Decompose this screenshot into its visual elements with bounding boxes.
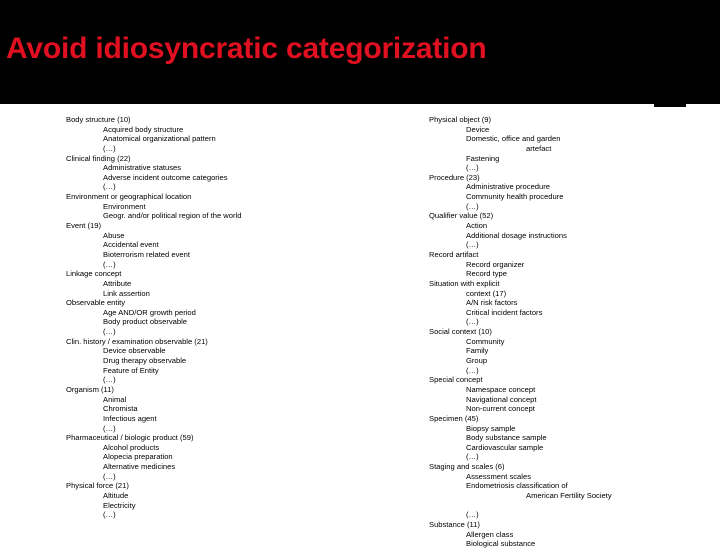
category-item: Geogr. and/or political region of the world <box>103 211 242 221</box>
category-item: (…) <box>466 452 479 462</box>
category-heading: Procedure (23) <box>429 172 480 182</box>
category-item: Allergen class <box>466 529 514 539</box>
category-heading: Special concept <box>429 375 483 385</box>
category-heading: Environment or geographical location <box>66 192 192 202</box>
decorative-dash <box>654 104 686 107</box>
category-item: Community health procedure <box>466 192 564 202</box>
category-heading: Organism (11) <box>66 384 114 394</box>
category-item: Body product observable <box>103 317 188 327</box>
category-item: Altitude <box>103 490 129 500</box>
category-item: context (17) <box>466 288 507 298</box>
category-item: Biological substance <box>466 539 536 549</box>
category-item: Additional dosage instructions <box>466 230 567 240</box>
category-item: (…) <box>466 163 479 173</box>
category-item: Device <box>466 124 490 134</box>
category-heading: Physical force (21) <box>66 481 129 491</box>
category-item: artefact <box>526 143 552 153</box>
category-item: Record organizer <box>466 259 525 269</box>
category-heading: Clin. history / examination observable (21) <box>66 336 208 346</box>
category-item: Family <box>466 346 489 356</box>
category-item: Record type <box>466 269 507 279</box>
category-item: (…) <box>466 201 479 211</box>
right-category-list <box>429 115 719 549</box>
category-item: Endometriosis classification of <box>466 481 568 491</box>
category-item: (…) <box>103 182 116 192</box>
category-item: Bioterrorism related event <box>103 249 190 259</box>
category-heading: Clinical finding (22) <box>66 153 131 163</box>
category-item: Group <box>466 356 488 366</box>
category-item: Electricity <box>103 500 136 510</box>
category-item: (…) <box>466 240 479 250</box>
category-item <box>429 501 719 511</box>
category-item: Anatomical organizational pattern <box>103 134 216 144</box>
category-item: Navigational concept <box>466 394 537 404</box>
category-item: Namespace concept <box>466 384 536 394</box>
category-item: Feature of Entity <box>103 365 159 375</box>
category-item: Acquired body structure <box>103 124 184 134</box>
category-heading: Substance (11) <box>429 519 480 529</box>
category-item: Domestic, office and garden <box>466 134 561 144</box>
category-item: (…) <box>103 471 116 481</box>
category-item: Body substance sample <box>466 433 547 443</box>
category-item: (…) <box>466 365 479 375</box>
category-item: American Fertility Society <box>526 490 612 500</box>
category-item: Adverse incident outcome categories <box>103 172 228 182</box>
category-item: Abuse <box>103 230 125 240</box>
category-item: Environment <box>103 201 146 211</box>
category-heading: Record artifact <box>429 249 479 259</box>
category-item: (…) <box>103 259 116 269</box>
category-item: Infectious agent <box>103 413 157 423</box>
category-heading: Staging and scales (6) <box>429 462 505 472</box>
category-item: Alcohol products <box>103 442 160 452</box>
category-heading: Pharmaceutical / biologic product (59) <box>66 433 194 443</box>
category-item: Alopecia preparation <box>103 452 173 462</box>
slide-header <box>0 0 720 104</box>
category-item: Link assertion <box>103 288 150 298</box>
category-heading: Qualifier value (52) <box>429 211 494 221</box>
category-heading: Event (19) <box>66 221 102 231</box>
category-item: Chromista <box>103 404 138 414</box>
category-item: (…) <box>466 317 479 327</box>
category-item: (…) <box>103 375 116 385</box>
slide-title: Avoid idiosyncratic categorization <box>6 32 487 65</box>
category-heading: Linkage concept <box>66 269 122 279</box>
category-item: Cardiovascular sample <box>466 442 544 452</box>
category-item: Administrative statuses <box>103 163 182 173</box>
category-item: (…) <box>103 327 116 337</box>
category-item: (…) <box>466 510 479 520</box>
category-item: Administrative procedure <box>466 182 550 192</box>
category-item: Assessment scales <box>466 471 531 481</box>
category-item: Fastening <box>466 153 500 163</box>
category-heading: Observable entity <box>66 298 126 308</box>
category-item: (…) <box>103 143 116 153</box>
category-item: Community <box>466 336 505 346</box>
category-item: Action <box>466 221 488 231</box>
category-item: Drug therapy observable <box>103 356 187 366</box>
category-item: (…) <box>103 423 116 433</box>
category-item: (…) <box>103 510 116 520</box>
category-item: Accidental event <box>103 240 159 250</box>
category-item: Device observable <box>103 346 166 356</box>
category-heading: Situation with explicit <box>429 278 500 288</box>
category-item: Biopsy sample <box>466 423 516 433</box>
category-item: Age AND/OR growth period <box>103 307 196 317</box>
category-item: Animal <box>103 394 127 404</box>
category-heading: Social context (10) <box>429 327 492 337</box>
category-item: Critical incident factors <box>466 307 543 317</box>
category-item: Attribute <box>103 278 132 288</box>
category-item: A/N risk factors <box>466 298 518 308</box>
left-category-list <box>66 115 366 520</box>
category-item: Alternative medicines <box>103 462 176 472</box>
category-item: Non-current concept <box>466 404 535 414</box>
category-heading: Specimen (45) <box>429 413 479 423</box>
category-heading: Physical object (9) <box>429 115 492 124</box>
category-heading: Body structure (10) <box>66 115 131 124</box>
